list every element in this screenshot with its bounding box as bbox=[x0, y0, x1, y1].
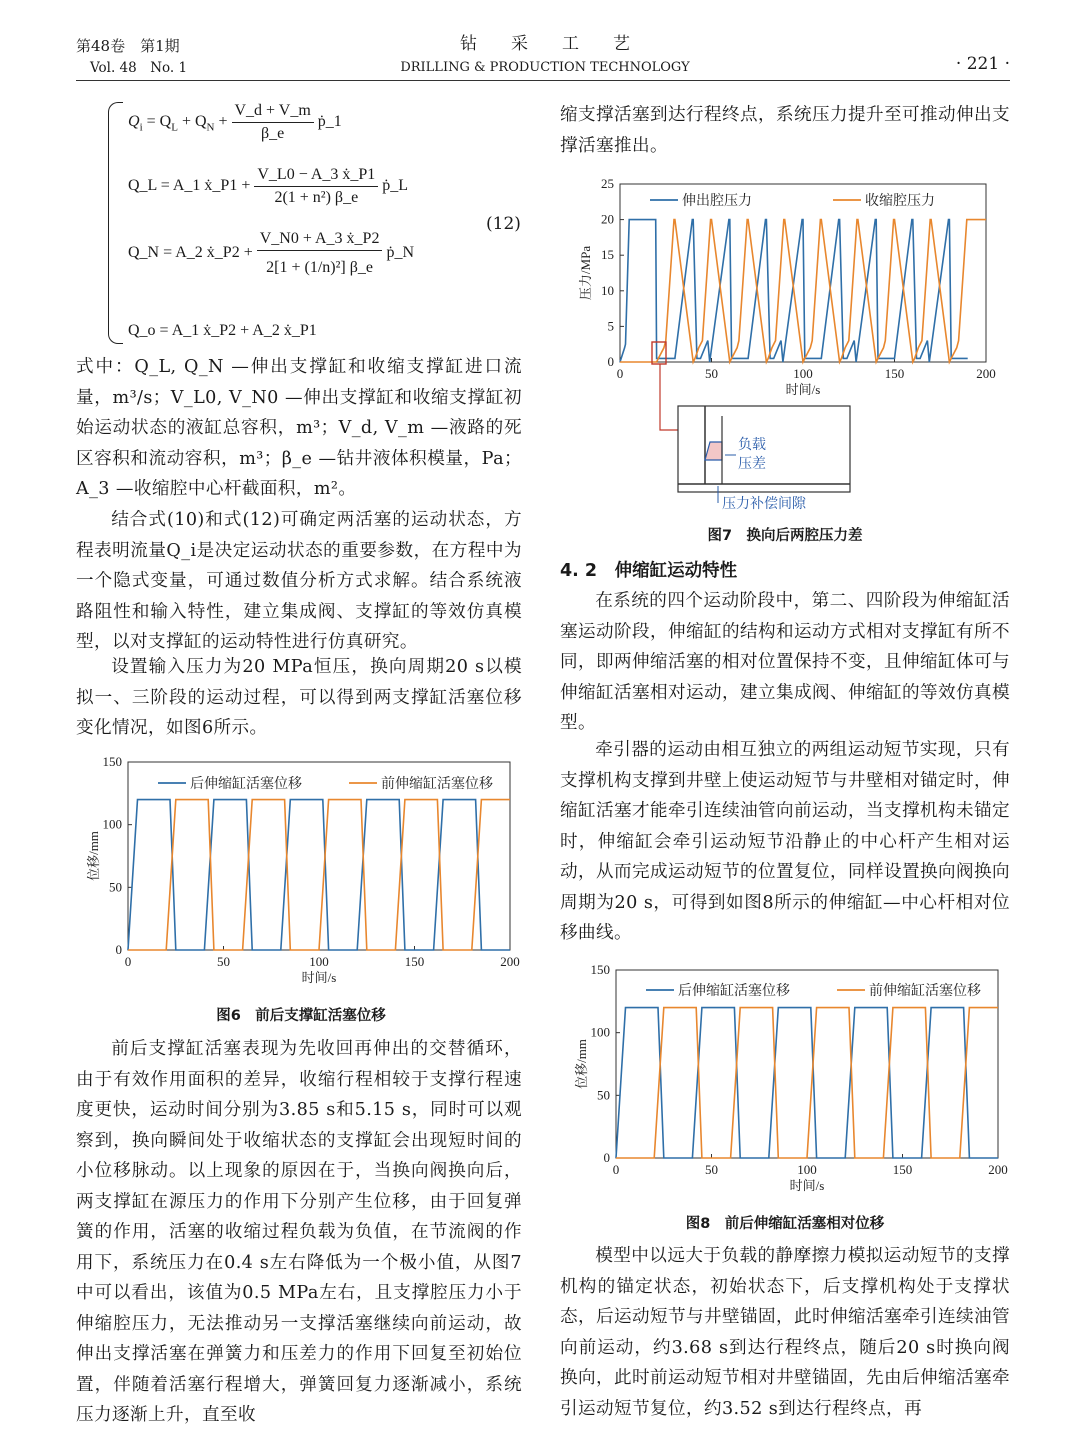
paragraph-setup: 设置输入压力为20 MPa恒压，换向周期20 s以模拟一、三阶段的运动过程，可以得到两支撑缸活塞位移变化情况，如图6所示。 bbox=[76, 657, 522, 738]
x-tick-label: 0 bbox=[616, 366, 624, 381]
y-tick-label: 5 bbox=[607, 318, 614, 334]
header-rule bbox=[76, 80, 1010, 81]
eq-sub: i bbox=[139, 121, 143, 134]
series-line-2 bbox=[616, 1008, 998, 1158]
page-number: · 221 · bbox=[955, 54, 1010, 74]
y-tick-label: 100 bbox=[590, 1024, 610, 1040]
x-axis-label: 时间/s bbox=[301, 970, 337, 985]
eq-sub: N bbox=[206, 121, 215, 134]
y-tick-label: 20 bbox=[601, 211, 614, 227]
paragraph-section-3: 模型中以远大于负载的静摩擦力模拟运动短节的支撑机构的锚定状态，初始状态下，后支撑机构处于支撑状态，后运动短节与井壁锚固，此时伸缩活塞牵引连续油管向前运动，约3.68 s到达行程终点，随后20 s时换向阀换向，此时前运动短节相对井壁锚固，先由后伸缩活塞牵引运动短节复位，约3.52 s到达行程终点，再 bbox=[560, 1246, 1010, 1419]
legend-label-1: 伸出腔压力 bbox=[682, 194, 752, 209]
x-axis-label: 时间/s bbox=[785, 382, 821, 397]
y-axis-label: 位移/mm bbox=[574, 1039, 589, 1089]
y-axis-label: 位移/mm bbox=[86, 831, 101, 881]
x-tick-label: 150 bbox=[892, 1162, 913, 1177]
legend-label-2: 前伸缩缸活塞位移 bbox=[869, 984, 981, 999]
equation-line-4: Q_o = A_1 ẋ_P2 + A_2 ẋ_P1 bbox=[128, 322, 317, 339]
x-tick-label: 50 bbox=[217, 954, 230, 969]
figure-7-caption: 图7 换向后两腔压力差 bbox=[707, 528, 863, 544]
eq-tail: ṗ_L bbox=[382, 177, 409, 195]
y-tick-label: 10 bbox=[601, 282, 614, 298]
x-tick-label: 100 bbox=[309, 954, 329, 969]
paragraph-definitions: 式中：Q_L, Q_N —伸出支撑缸和收缩支撑缸进口流量，m³/s；V_L0, V_N0 —伸出支撑缸和收缩支撑缸初始运动状态的液缸总容积，m³；V_d, V_m —液路的死区容积和流动容积，m³；β_e —钻井液体积模量，Pa；A_3 —收缩腔中心杆截面积，m²。 bbox=[76, 357, 522, 499]
journal-title-en: DRILLING & PRODUCTION TECHNOLOGY bbox=[400, 60, 690, 75]
y-tick-label: 50 bbox=[597, 1087, 610, 1103]
eq-sub: L bbox=[171, 121, 178, 134]
paragraph-continued: 缩支撑活塞到达行程终点，系统压力提升至可推动伸出支撑活塞推出。 bbox=[560, 105, 1010, 156]
eq-text: + bbox=[218, 113, 228, 131]
x-tick-label: 150 bbox=[884, 366, 905, 381]
x-tick-label: 0 bbox=[124, 954, 132, 969]
annot-diff-label: 压差 bbox=[738, 457, 766, 472]
equation-line-1: $Q_i = Q_L + Q_N$ + $\frac{V\_d + V\_m}{\beta\_e}$ ṗ_1 bbox=[128, 102, 342, 142]
eq-denominator: β_e bbox=[261, 125, 285, 142]
y-tick-label: 25 bbox=[601, 176, 614, 191]
journal-title-cn: 钻 采 工 艺 bbox=[460, 34, 630, 54]
y-axis-label: 压力/MPa bbox=[578, 245, 593, 301]
section-heading-4-2: 4. 2 伸缩缸运动特性 bbox=[560, 561, 738, 581]
paragraph-after-fig6: 前后支撑缸活塞表现为先收回再伸出的交替循环，由于有效作用面积的差异，收缩行程相较于支撑行程速度更快，运动时间分别为3.85 s和5.15 s，同时可以观察到，换向瞬间处于收缩状态的支撑缸会出现短时间的小位移脉动。以上现象的原因在于，当换向阀换向后，两支撑缸在源压力的作用下分别产生位移，由于回复弹簧的作用，活塞的收缩过程负载为负值，在节流阀的作用下，系统压力在0.4 s左右降低为一个极小值，从图7中可以看出，该值为0.5 MPa左右，且支撑腔压力小于伸缩腔压力，无法推动另一支撑活塞继续向前运动，故伸出支撑活塞在弹簧力和压差力的作用下回复至初始位置，伴随着活塞行程增大，弹簧回复力逐渐减小，系统压力逐渐上升，直至收 bbox=[76, 1039, 522, 1425]
equation-brace bbox=[108, 102, 123, 344]
figure-6-chart bbox=[76, 750, 526, 1000]
y-tick-label: 0 bbox=[603, 1150, 610, 1165]
x-tick-label: 50 bbox=[705, 1162, 718, 1177]
paragraph-section-1: 在系统的四个运动阶段中，第二、四阶段为伸缩缸活塞运动阶段，伸缩缸的结构和运动方式相对支撑缸有所不同，即两伸缩活塞的相对位置保持不变，且伸缩缸体可与伸缩缸活塞相对运动，建立集成阀、伸缩缸的等效仿真模型。 bbox=[560, 591, 1010, 733]
eq-numerator: V_d + V_m bbox=[232, 102, 314, 123]
eq-numerator: V_L0 − A_3 ẋ_P1 bbox=[254, 166, 378, 187]
equation-number: (12) bbox=[486, 214, 521, 234]
y-tick-label: 50 bbox=[109, 879, 122, 895]
y-tick-label: 100 bbox=[102, 816, 122, 832]
x-tick-label: 200 bbox=[500, 954, 520, 969]
legend-label-1: 后伸缩缸活塞位移 bbox=[678, 984, 790, 999]
zoom-connector bbox=[660, 364, 678, 430]
y-tick-label: 0 bbox=[607, 354, 614, 369]
y-tick-label: 15 bbox=[601, 247, 614, 263]
y-tick-label: 150 bbox=[590, 962, 610, 977]
x-tick-label: 200 bbox=[976, 366, 996, 381]
paragraph-combine: 结合式(10)和式(12)可确定两活塞的运动状态，方程表明流量Q_i是决定运动状态的重要参数，在方程中为一个隐式变量，可通过数值分析方式求解。结合系统液路阻性和输入特性，建立集成阀、支撑缸的等效仿真模型，以对支撑缸的运动特性进行仿真研究。 bbox=[76, 510, 522, 652]
x-tick-label: 200 bbox=[988, 1162, 1008, 1177]
x-tick-label: 50 bbox=[705, 366, 718, 381]
x-axis-label: 时间/s bbox=[789, 1178, 825, 1193]
eq-tail: ṗ_N bbox=[386, 244, 414, 262]
figure-8-chart bbox=[560, 958, 1010, 1208]
eq-denominator: 2(1 + n²) β_e bbox=[274, 189, 359, 206]
volume-cn: 第48卷 第1期 bbox=[76, 37, 180, 55]
paragraph-section-2: 牵引器的运动由相互独立的两组运动短节实现，只有支撑机构支撑到井壁上使运动短节与井壁相对锚定时，伸缩缸活塞才能牵引连续油管向前运动，当支撑机构未锚定时，伸缩缸会牵引运动短节沿静止的中心杆产生相对运动，从而完成运动短节的位置复位，同样设置换向阀换向周期为20 s，可得到如图8所示的伸缩缸—中心杆相对位移曲线。 bbox=[560, 740, 1010, 943]
annot-load-label: 负载 bbox=[738, 438, 766, 453]
series-line-2 bbox=[128, 800, 510, 950]
legend-label-1: 后伸缩缸活塞位移 bbox=[190, 777, 302, 792]
volume-en: Vol. 48 No. 1 bbox=[90, 60, 188, 76]
x-tick-label: 100 bbox=[797, 1162, 817, 1177]
eq-text: = Q bbox=[146, 113, 172, 131]
legend-label-2: 前伸缩缸活塞位移 bbox=[381, 777, 493, 792]
series-line-1 bbox=[616, 1008, 998, 1158]
figure-7-chart bbox=[560, 170, 1010, 520]
eq-text: + Q bbox=[181, 113, 207, 131]
eq-text: Q_L = A_1 ẋ_P1 + bbox=[128, 177, 251, 195]
y-tick-label: 0 bbox=[115, 942, 122, 957]
equation-line-2 bbox=[128, 166, 408, 207]
eq-text: Q_N = A_2 ẋ_P2 + bbox=[128, 244, 253, 262]
equation-line-3 bbox=[128, 230, 414, 277]
figure-8-caption: 图8 前后伸缩缸活塞相对位移 bbox=[685, 1216, 885, 1232]
eq-numerator: V_N0 + A_3 ẋ_P2 bbox=[257, 230, 383, 251]
legend-label-2: 收缩腔压力 bbox=[865, 194, 935, 209]
x-tick-label: 100 bbox=[793, 366, 813, 381]
eq-denominator: 2[1 + (1/n)²] β_e bbox=[266, 259, 373, 276]
series-line-1 bbox=[128, 800, 510, 950]
x-tick-label: 150 bbox=[404, 954, 425, 969]
figure-6-caption: 图6 前后支撑缸活塞位移 bbox=[216, 1008, 386, 1024]
eq-tail: ṗ_1 bbox=[317, 113, 342, 131]
annot-gap-label: 压力补偿间隙 bbox=[722, 497, 806, 512]
y-tick-label: 150 bbox=[102, 754, 122, 769]
x-tick-label: 0 bbox=[612, 1162, 620, 1177]
